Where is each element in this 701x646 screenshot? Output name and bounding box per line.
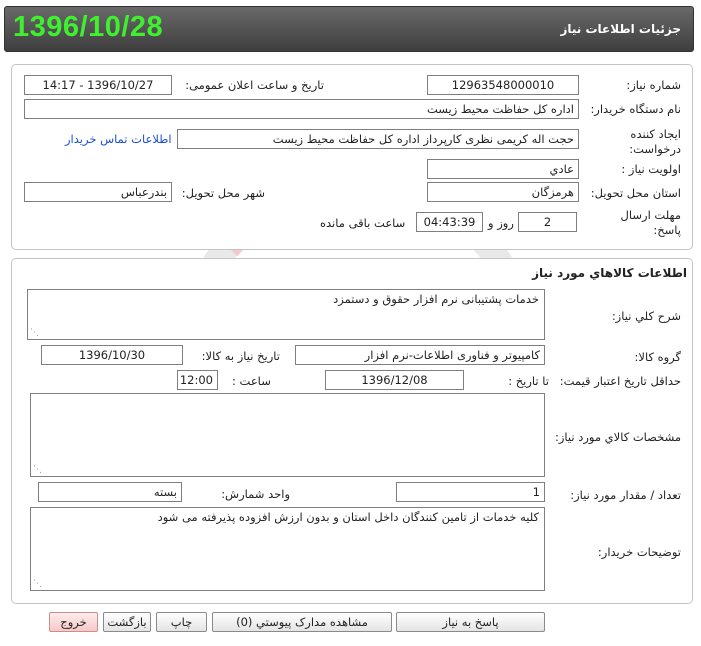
summary-text: خدمات پشتيبانی نرم افزار حقوق و دستمزد (333, 292, 539, 306)
city-label: شهر محل تحويل: (181, 186, 265, 200)
page-title: جزئيات اطلاعات نياز (560, 22, 681, 36)
summary-field (27, 289, 545, 340)
validity-hour-field: 12:00 (177, 370, 218, 390)
creator-field: حجت اله کريمی نظری کارپرداز اداره کل حفاظت محيط زيست (177, 129, 579, 149)
need-date-field: 1396/10/30 (41, 345, 183, 365)
province-field: هرمزگان (427, 182, 579, 202)
resize-grip-icon: ⋰ (33, 579, 42, 589)
time-left-label: ساعت باقی مانده (320, 216, 406, 230)
need-number-field: 1296354800001‌0 (427, 75, 579, 95)
creator-label: ايجاد کننده درخواست: (629, 127, 681, 156)
exit-button[interactable]: خروج (49, 612, 98, 632)
group-label: گروه کالا: (634, 350, 681, 364)
qty-label: تعداد / مقدار مورد نياز: (570, 488, 681, 502)
buyer-org-label: نام دستگاه خريدار: (590, 102, 681, 116)
hour-label: ساعت : (232, 374, 271, 388)
time-left-field: 04:43:39 (416, 212, 483, 232)
priority-label: اولويت نياز : (621, 162, 681, 176)
attachments-button[interactable]: مشاهده مدارک پيوستي (0) (212, 612, 392, 632)
unit-label: واحد شمارش: (221, 487, 290, 501)
unit-field: بسته (38, 482, 182, 502)
qty-field: 1 (396, 482, 545, 502)
summary-label: شرح کلي نياز: (611, 309, 681, 323)
resize-grip-icon: ⋰ (30, 328, 39, 338)
goods-section-title: اطلاعات کالاهاي مورد نياز (532, 266, 687, 280)
buyer-notes-field (30, 507, 545, 591)
header-date: 1396/10/28 (13, 11, 164, 43)
need-date-label: تاريخ نياز به کالا: (201, 349, 280, 363)
title-bar (4, 6, 694, 52)
days-word: روز و (488, 216, 514, 230)
resize-grip-icon: ⋰ (33, 465, 42, 475)
back-button[interactable]: بازگشت (103, 612, 151, 632)
priority-field: عادي (427, 159, 579, 179)
validity-label: حداقل تاريخ اعتبار قيمت: (559, 374, 681, 388)
until-label: تا تاريخ : (508, 374, 549, 388)
specs-label: مشخصات کالاي مورد نياز: (554, 430, 681, 444)
province-label: استان محل تحويل: (590, 186, 681, 200)
validity-date-field: 1396/12/08 (325, 370, 464, 390)
specs-field (30, 393, 545, 477)
deadline-label: مهلت ارسال پاسخ: (620, 208, 681, 237)
buyer-notes-label: توضيحات خريدار: (597, 545, 681, 559)
need-number-label: شماره نياز: (626, 78, 681, 92)
announce-label: تاريخ و ساعت اعلان عمومی: (185, 78, 324, 92)
contact-buyer-link[interactable]: اطلاعات تماس خريدار (65, 132, 172, 146)
buyer-org-field: اداره کل حفاظت محيط زيست (24, 99, 579, 119)
print-button[interactable]: چاپ (156, 612, 207, 632)
buyer-notes-text: کليه خدمات از تامين کنندگان داخل استان و بدون ارزش افزوده پذيرفته می شود (157, 510, 539, 524)
announce-field: 1396/10/27 - 14:17 (24, 75, 172, 95)
group-field: کامپيوتر و فناوری اطلاعات-نرم افزار (295, 345, 545, 365)
days-field: 2 (518, 212, 577, 232)
reply-button[interactable]: پاسخ به نياز (396, 612, 545, 632)
city-field: بندرعباس (24, 182, 172, 202)
